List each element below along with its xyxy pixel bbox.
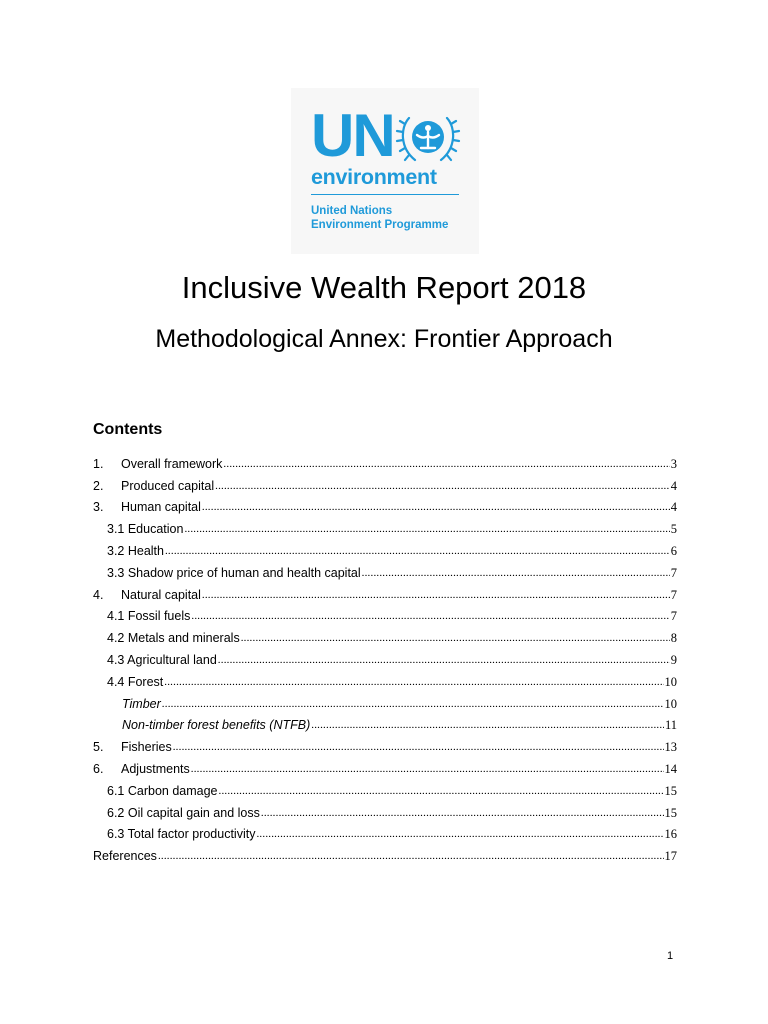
toc-entry-title: Natural capital — [121, 587, 201, 602]
report-subtitle: Methodological Annex: Frontier Approach — [155, 325, 613, 353]
toc-leader-dots — [261, 805, 664, 821]
toc-entry-title: References — [93, 849, 157, 864]
un-emblem-icon — [395, 108, 461, 168]
toc-entry-page: 8 — [670, 631, 677, 646]
toc-entry[interactable] — [93, 802, 677, 824]
toc-entry[interactable] — [93, 627, 677, 649]
toc-leader-dots — [241, 630, 670, 646]
toc-leader-dots — [202, 587, 670, 603]
toc-entry-number: 5. — [93, 740, 104, 755]
toc-entry-title: Produced capital — [121, 478, 215, 493]
toc-entry-page: 4 — [670, 500, 677, 515]
contents-heading: Contents — [93, 421, 163, 438]
toc-entry-page: 7 — [670, 565, 677, 580]
logo-org-line-1: United Nations — [311, 205, 393, 217]
toc-entry[interactable] — [93, 584, 677, 606]
report-title: Inclusive Wealth Report 2018 — [181, 270, 587, 305]
toc-leader-dots — [311, 717, 664, 733]
toc-entry-page: 14 — [664, 762, 677, 777]
toc-entry-page: 4 — [670, 478, 677, 493]
toc-leader-dots — [162, 696, 664, 712]
toc-entry-page: 15 — [664, 805, 677, 820]
toc-leader-dots — [362, 565, 670, 581]
toc-entry[interactable] — [93, 606, 677, 628]
toc-entry[interactable] — [93, 845, 677, 867]
un-environment-logo — [291, 88, 479, 254]
toc-entry-title: 6.2 Oil capital gain and loss — [107, 805, 260, 820]
toc-entry[interactable] — [93, 540, 677, 562]
logo-org-name — [311, 204, 448, 232]
toc-entry-page: 5 — [670, 522, 677, 537]
toc-entry-title: Timber — [122, 696, 161, 711]
toc-entry[interactable] — [93, 824, 677, 846]
toc-entry-title: 3.2 Health — [107, 544, 164, 559]
toc-entry-page: 9 — [670, 653, 677, 668]
toc-entry-page: 13 — [664, 740, 677, 755]
toc-entry-title: Human capital — [121, 500, 201, 515]
toc-leader-dots — [219, 783, 664, 799]
toc-entry[interactable] — [93, 497, 677, 519]
toc-entry-number: 1. — [93, 456, 104, 471]
toc-entry[interactable] — [93, 475, 677, 497]
toc-leader-dots — [164, 674, 663, 690]
toc-entry-number: 2. — [93, 478, 104, 493]
toc-entry-title: 3.1 Education — [107, 522, 184, 537]
toc-entry[interactable] — [93, 736, 677, 758]
toc-leader-dots — [256, 826, 663, 842]
toc-entry[interactable] — [93, 693, 677, 715]
toc-entry[interactable] — [93, 649, 677, 671]
toc-entry-title: 6.3 Total factor productivity — [107, 827, 256, 842]
toc-entry-title: 4.2 Metals and minerals — [107, 631, 240, 646]
toc-entry-page: 7 — [670, 609, 677, 624]
toc-leader-dots — [218, 652, 670, 668]
toc-leader-dots — [158, 848, 664, 864]
toc-leader-dots — [191, 761, 664, 777]
toc-entry-number: 3. — [93, 500, 104, 515]
toc-entry-number: 4. — [93, 587, 104, 602]
toc-entry[interactable] — [93, 518, 677, 540]
toc-entry-title: 4.3 Agricultural land — [107, 653, 217, 668]
toc-entry[interactable] — [93, 562, 677, 584]
toc-entry-title: Overall framework — [121, 456, 223, 471]
logo-acronym: UN — [311, 102, 394, 169]
toc-entry-title: Adjustments — [121, 762, 190, 777]
toc-leader-dots — [184, 521, 669, 537]
logo-divider — [311, 194, 459, 195]
toc-entry-number: 6. — [93, 762, 104, 777]
toc-leader-dots — [215, 478, 670, 494]
toc-entry[interactable] — [93, 671, 677, 693]
toc-entry-page: 3 — [670, 456, 677, 471]
toc-entry-page: 10 — [664, 696, 677, 711]
toc-entry-title: 3.3 Shadow price of human and health capital — [107, 565, 361, 580]
toc-leader-dots — [173, 739, 664, 755]
page-number: 1 — [667, 950, 674, 962]
logo-name: environment — [311, 165, 437, 189]
toc-entry-title: Fisheries — [121, 740, 172, 755]
toc-entry[interactable] — [93, 715, 677, 737]
toc-leader-dots — [202, 499, 670, 515]
toc-entry[interactable] — [93, 780, 677, 802]
toc-entry[interactable] — [93, 453, 677, 475]
toc-leader-dots — [165, 543, 670, 559]
toc-entry-title: 6.1 Carbon damage — [107, 783, 218, 798]
toc-entry-page: 6 — [670, 544, 677, 559]
toc-entry-title: 4.4 Forest — [107, 674, 164, 689]
toc-entry-title: 4.1 Fossil fuels — [107, 609, 191, 624]
toc-entry-page: 11 — [664, 718, 677, 733]
toc-entry[interactable] — [93, 758, 677, 780]
toc-entry-page: 16 — [664, 827, 677, 842]
table-of-contents — [93, 453, 677, 867]
logo-org-line-2: Environment Programme — [311, 219, 449, 231]
toc-entry-page: 17 — [664, 849, 677, 864]
toc-entry-page: 7 — [670, 587, 677, 602]
toc-entry-page: 15 — [664, 783, 677, 798]
toc-entry-title: Non-timber forest benefits (NTFB) — [122, 718, 311, 733]
toc-leader-dots — [223, 456, 669, 472]
toc-entry-page: 10 — [664, 674, 677, 689]
toc-leader-dots — [191, 608, 669, 624]
